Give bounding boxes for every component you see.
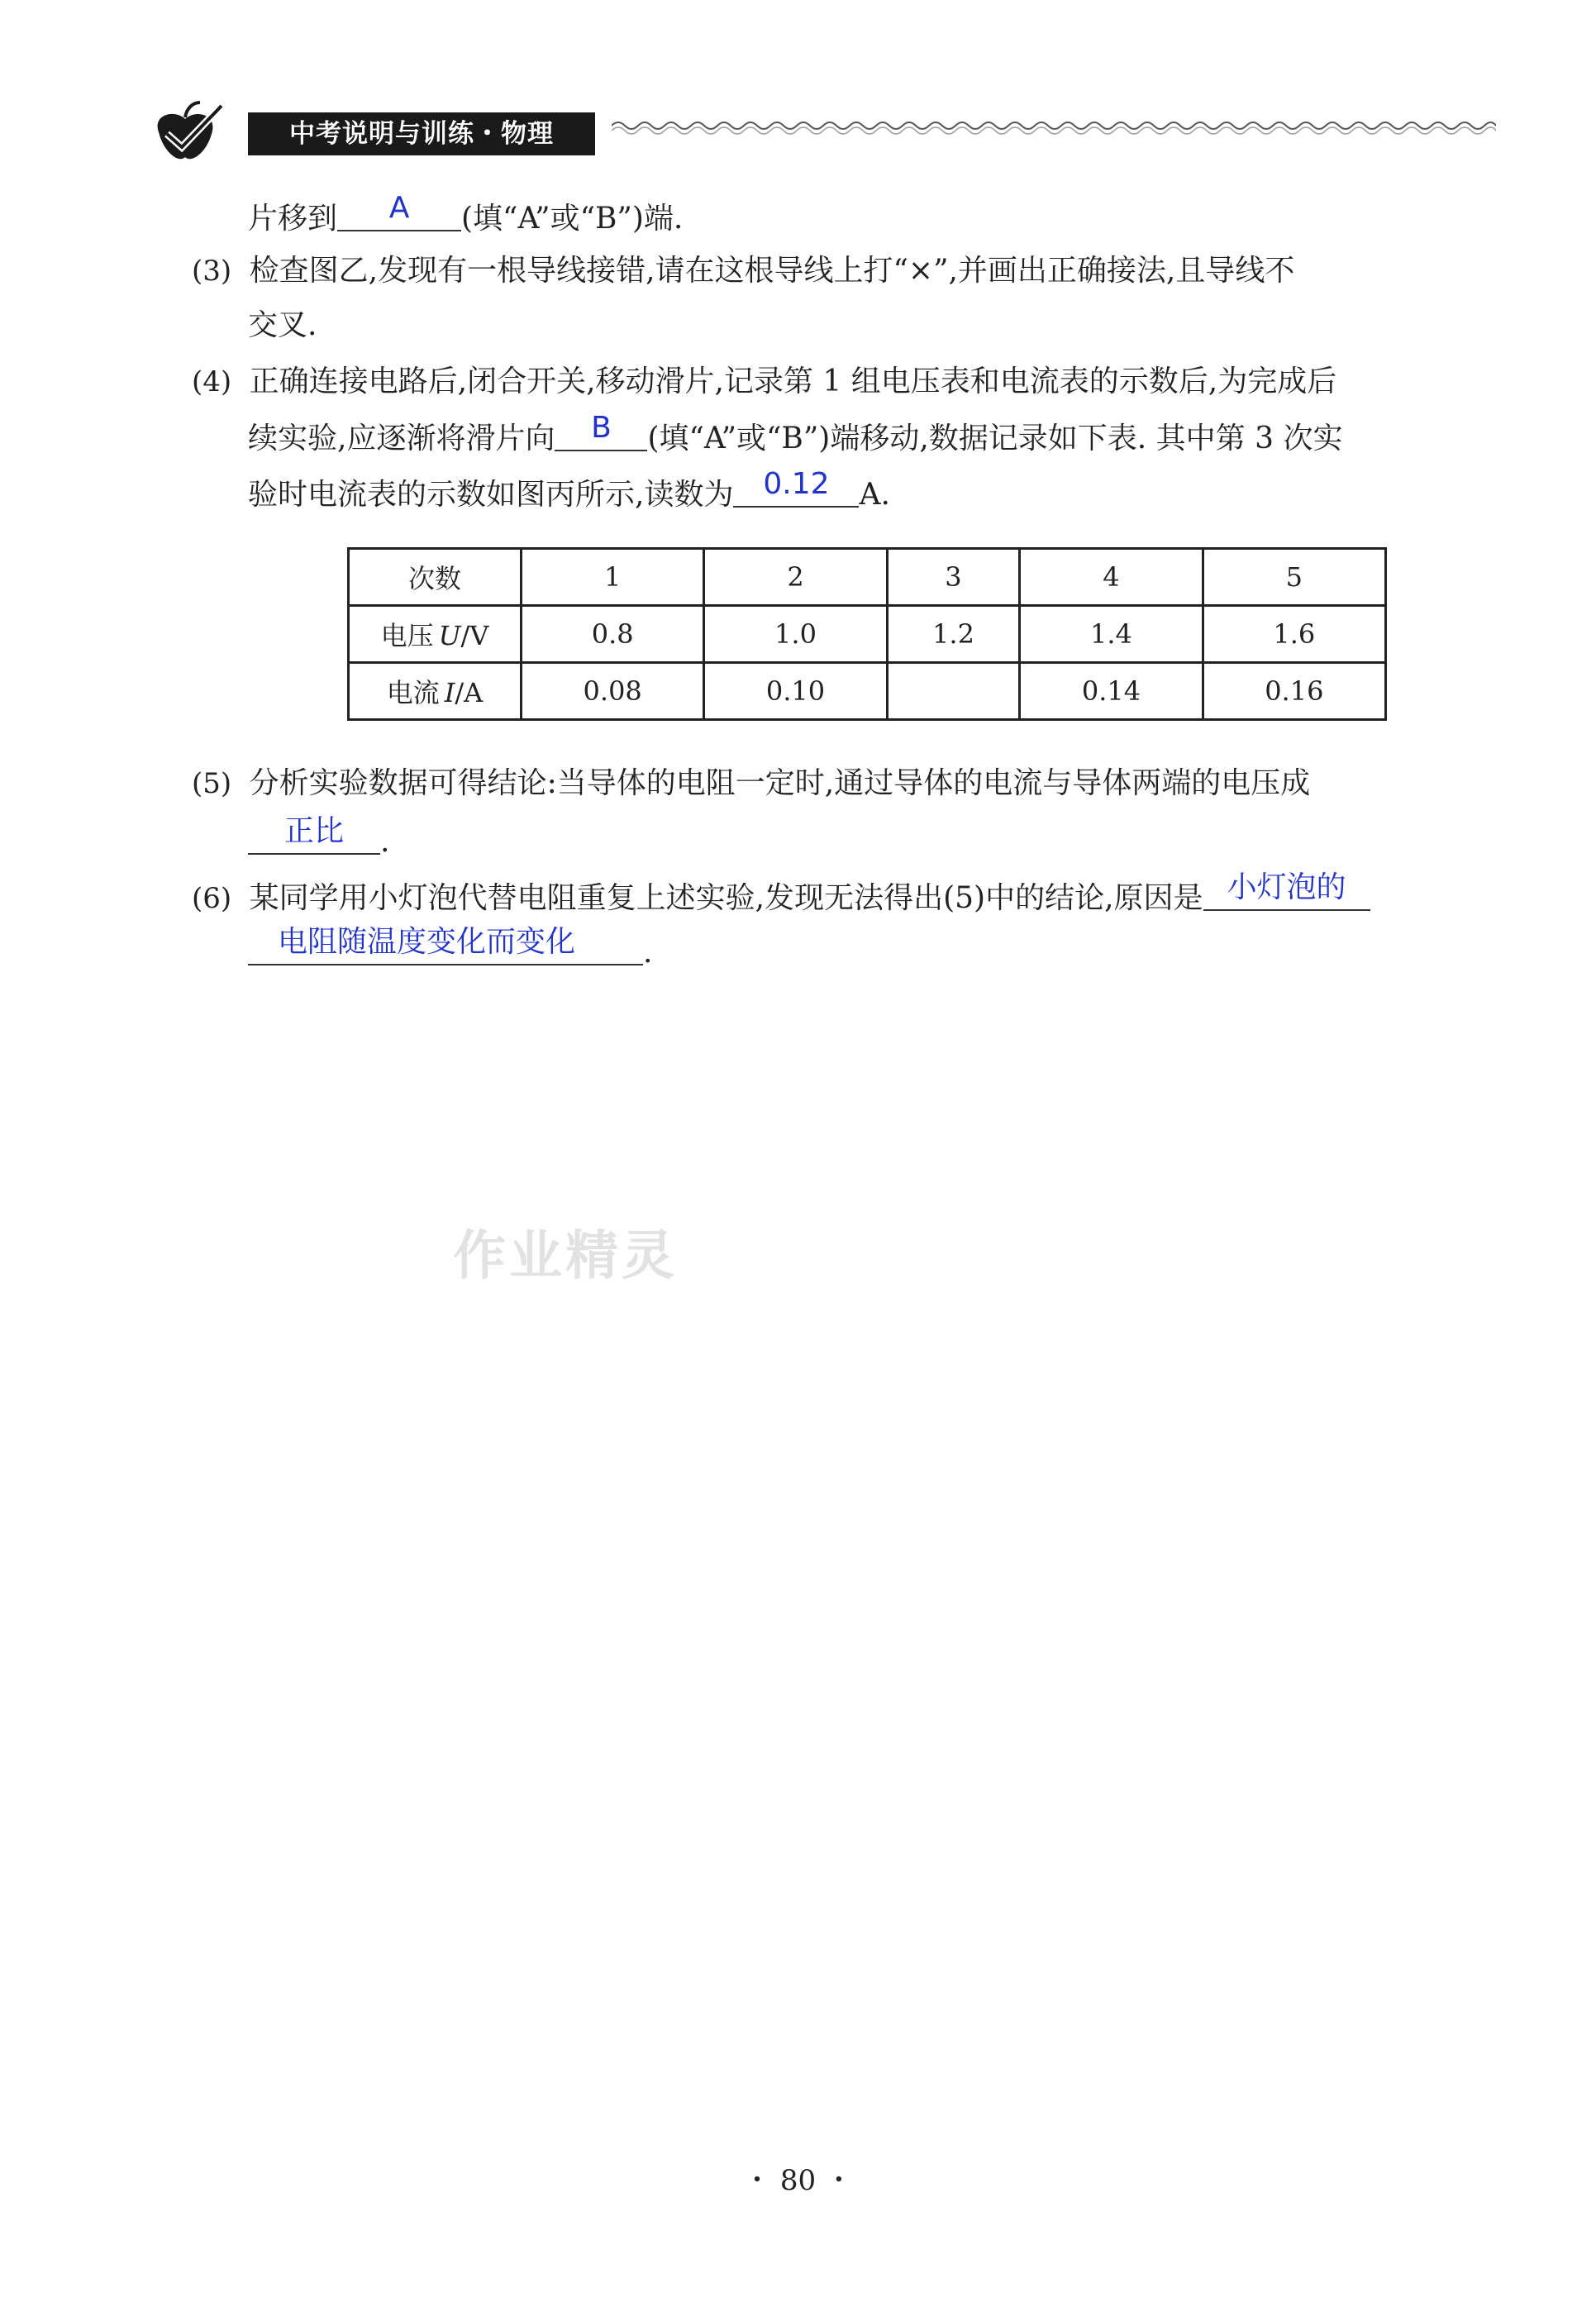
table-row-header <box>349 549 1386 606</box>
apple-check-logo-icon <box>142 98 233 167</box>
table-cell: 1.6 <box>1203 606 1385 663</box>
question-6-line-1 <box>192 870 1370 918</box>
question-3-line-1 <box>192 251 1294 291</box>
header-wave-decoration <box>612 116 1496 136</box>
table-cell: 0.16 <box>1203 663 1385 720</box>
table-row-current <box>349 663 1386 720</box>
question-number: (6) <box>192 882 232 915</box>
question-text: (填“A”或“B”)端移动,数据记录如下表. 其中第 3 次实 <box>647 422 1343 455</box>
current-unit: /A <box>455 677 484 708</box>
question-text: 检查图乙,发现有一根导线接错,请在这根导线上打“×”,并画出正确接法,且导线不 <box>249 254 1295 288</box>
question-suffix: . <box>380 825 390 859</box>
answer-text: 正比 <box>283 814 344 848</box>
question-text: 续实验,应逐渐将滑片向 <box>248 422 555 455</box>
table-cell: 0.10 <box>704 663 887 720</box>
table-row-voltage <box>349 606 1386 663</box>
current-label-cell <box>349 663 522 720</box>
watermark: 作业精灵 <box>453 1226 678 1287</box>
question-5-line-1 <box>192 764 1310 803</box>
current-label: 电流 <box>386 677 440 708</box>
voltage-label-cell <box>349 606 522 663</box>
question-suffix: . <box>643 936 653 970</box>
continuation-prefix: 片移到 <box>248 202 338 236</box>
question-number: (3) <box>192 255 232 288</box>
question-text: 某同学用小灯泡代替电阻重复上述实验,发现无法得出(5)中的结论,原因是 <box>249 881 1203 915</box>
data-table <box>347 547 1387 721</box>
answer-blank-direction <box>555 411 647 451</box>
question-text: 正确连接电路后,闭合开关,移动滑片,记录第 1 组电压表和电流表的示数后,为完成后 <box>249 365 1337 398</box>
table-header-cell: 次数 <box>349 549 522 606</box>
question-continuation <box>248 191 684 239</box>
question-4-line-3 <box>248 467 890 515</box>
answer-blank-a <box>337 191 461 231</box>
answer-text: 小灯泡的 <box>1227 870 1346 904</box>
answer-blank-reading <box>733 467 859 508</box>
continuation-suffix: (填“A”或“B”)端. <box>461 202 684 236</box>
question-text: A. <box>859 478 890 512</box>
question-5-line-2 <box>248 814 390 862</box>
table-cell: 0.08 <box>522 663 704 720</box>
question-text: 验时电流表的示数如图丙所示,读数为 <box>248 478 734 512</box>
question-6-line-2 <box>248 925 653 973</box>
table-header-cell: 2 <box>704 549 887 606</box>
voltage-label: 电压 <box>380 620 434 651</box>
table-header-cell: 1 <box>522 549 704 606</box>
answer-text: B <box>591 411 612 445</box>
answer-blank-reason-part-2 <box>248 925 643 965</box>
table-cell: 1.0 <box>704 606 887 663</box>
table-cell: 1.4 <box>1020 606 1203 663</box>
current-symbol: I <box>444 677 455 708</box>
question-text: 分析实验数据可得结论:当导体的电阻一定时,通过导体的电流与导体两端的电压成 <box>249 766 1311 800</box>
header-title: 中考说明与训练・物理 <box>248 112 595 155</box>
table-cell: 1.2 <box>887 606 1020 663</box>
answer-text: 电阻随温度变化而变化 <box>278 925 576 959</box>
question-4-line-1 <box>192 362 1336 402</box>
question-3-line-2: 交叉. <box>248 308 317 342</box>
table-cell <box>887 663 1020 720</box>
table-header-cell: 5 <box>1203 549 1385 606</box>
answer-text: A <box>388 191 410 225</box>
table-header-cell: 4 <box>1020 549 1203 606</box>
question-number: (4) <box>192 365 232 398</box>
answer-blank-reason-part-1 <box>1203 870 1370 911</box>
answer-blank-conclusion <box>248 814 380 855</box>
table-header-cell: 3 <box>887 549 1020 606</box>
page-number: ・ 80 ・ <box>743 2164 853 2197</box>
voltage-unit: /V <box>460 620 489 651</box>
voltage-symbol: U <box>438 620 461 651</box>
answer-text: 0.12 <box>763 467 830 501</box>
question-number: (5) <box>192 767 232 800</box>
table-cell: 0.8 <box>522 606 704 663</box>
table-cell: 0.14 <box>1020 663 1203 720</box>
question-4-line-2 <box>248 411 1343 459</box>
